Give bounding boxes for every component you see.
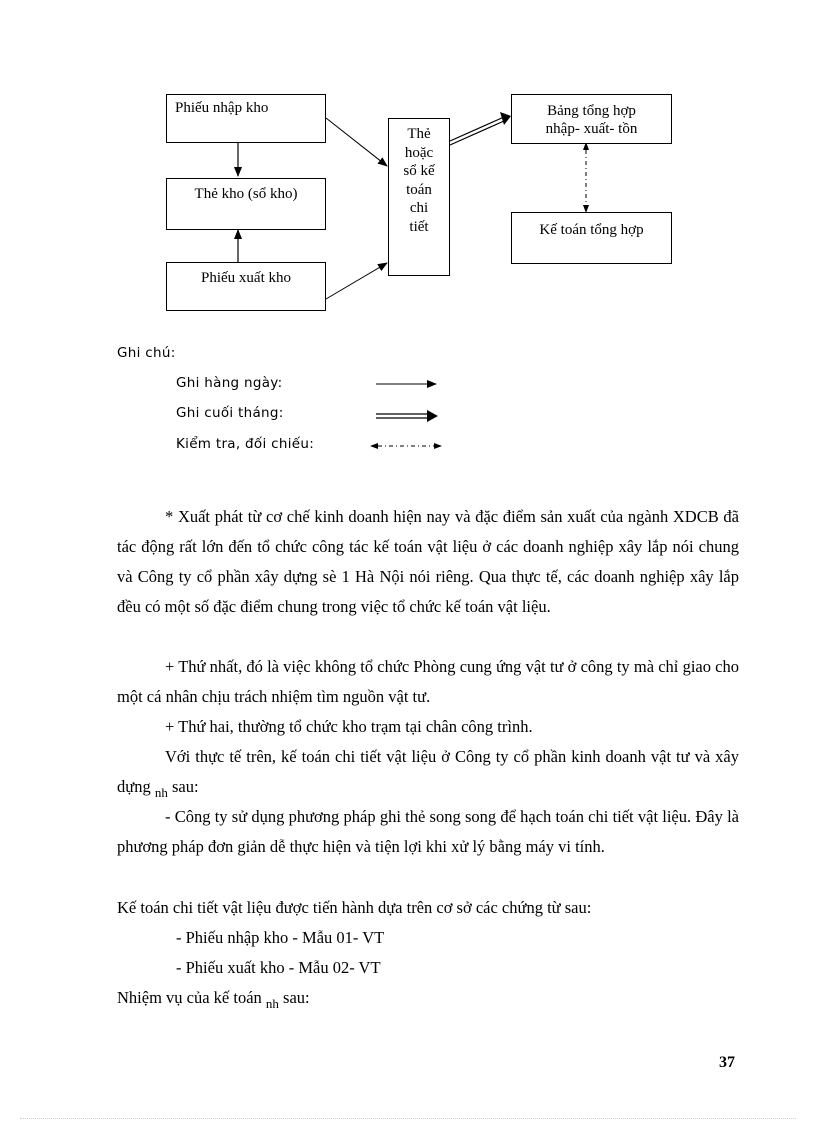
list-item-phieu-nhap: - Phiếu nhập kho - Mẫu 01- VT <box>176 928 385 947</box>
box-the-so-chi-tiet <box>388 118 450 276</box>
paragraph-duties <box>117 988 310 1011</box>
paragraph-method: - Công ty sử dụng phương pháp ghi thẻ song song để hạch toán chi tiết vật liệu. Đây là phương pháp đơn giản dễ thực hiện và tiện lợi khi xử lý bằng máy vi tính. <box>117 807 739 856</box>
box-the-kho <box>166 178 326 230</box>
legend-title: Ghi chú: <box>117 345 176 361</box>
paragraph-second-feature: + Thứ hai, thường tổ chức kho trạm tại chân công trình. <box>165 717 533 736</box>
paragraph-duties-text: Nhiệm vụ của kế toán <box>117 988 262 1007</box>
paragraph-first-feature: + Thứ nhất, đó là việc không tổ chức Phòng cung ứng vật tư ở công ty mà chỉ giao cho một cá nhân chịu trách nhiệm tìm nguồn vật tư. <box>117 657 739 706</box>
arrow-xuat-to-chitiet <box>326 263 387 299</box>
double-arrow-chitiet-to-bang <box>450 112 511 145</box>
arrow-nhap-to-chitiet <box>326 118 387 166</box>
paragraph-duties-end: sau: <box>283 988 310 1007</box>
paragraph-reality-text: Với thực tế trên, kế toán chi tiết vật liệu ở Công ty cổ phần kinh doanh vật tư và xây dựng <box>117 747 739 796</box>
legend-check-label: Kiểm tra, đối chiếu: <box>176 436 315 452</box>
box-label: Phiếu xuất kho <box>201 270 291 286</box>
legend-monthly-label: Ghi cuối tháng: <box>176 405 284 421</box>
box-bang-tong-hop <box>511 94 672 144</box>
list-item-phieu-xuat: - Phiếu xuất kho - Mẫu 02- VT <box>176 958 381 977</box>
box-phieu-nhap-kho <box>166 94 326 143</box>
box-label: Kế toán tổng hợp <box>539 222 644 238</box>
paragraph-reality <box>117 742 739 803</box>
box-label-line: hoặc <box>404 144 434 161</box>
box-label-line: nhập- xuất- tồn <box>545 121 638 137</box>
box-phieu-xuat-kho <box>166 262 326 311</box>
footer-divider <box>20 1118 796 1119</box>
subscript-fragment: nh <box>265 996 279 1011</box>
page-number: 37 <box>719 1054 735 1071</box>
box-label: Thẻ kho (sổ kho) <box>194 186 298 202</box>
box-label-line: sổ kế <box>403 163 435 179</box>
subscript-fragment: nh <box>154 785 168 800</box>
legend-arrow-monthly <box>376 410 438 422</box>
paragraph-documents-intro: Kế toán chi tiết vật liệu được tiến hành dựa trên cơ sở các chứng từ sau: <box>117 898 592 917</box>
legend-daily-label: Ghi hàng ngày: <box>176 375 283 391</box>
paragraph-intro: * Xuất phát từ cơ chế kinh doanh hiện nay và đặc điểm sản xuất của ngành XDCB đã tác động rất lớn đến tổ chức công tác kế toán vật liệu ở các doanh nghiệp xây lắp nói chung và Công ty cổ phần xây dựng sè 1 Hà Nội nói riêng. Qua thực tế, các doanh nghiệp xây lắp đều có một số đặc điểm chung trong việc tổ chức kế toán vật liệu. <box>117 507 739 616</box>
box-label-line: tiết <box>409 218 429 235</box>
paragraph-reality-end: sau: <box>171 777 199 796</box>
box-label-line: toán <box>406 181 432 198</box>
box-label-line: Thẻ <box>407 126 431 142</box>
box-label: Phiếu nhập kho <box>175 100 269 116</box>
box-ke-toan-tong-hop <box>511 212 672 264</box>
box-label-line: chi <box>409 200 429 216</box>
box-label-line: Bảng tổng hợp <box>547 103 636 119</box>
